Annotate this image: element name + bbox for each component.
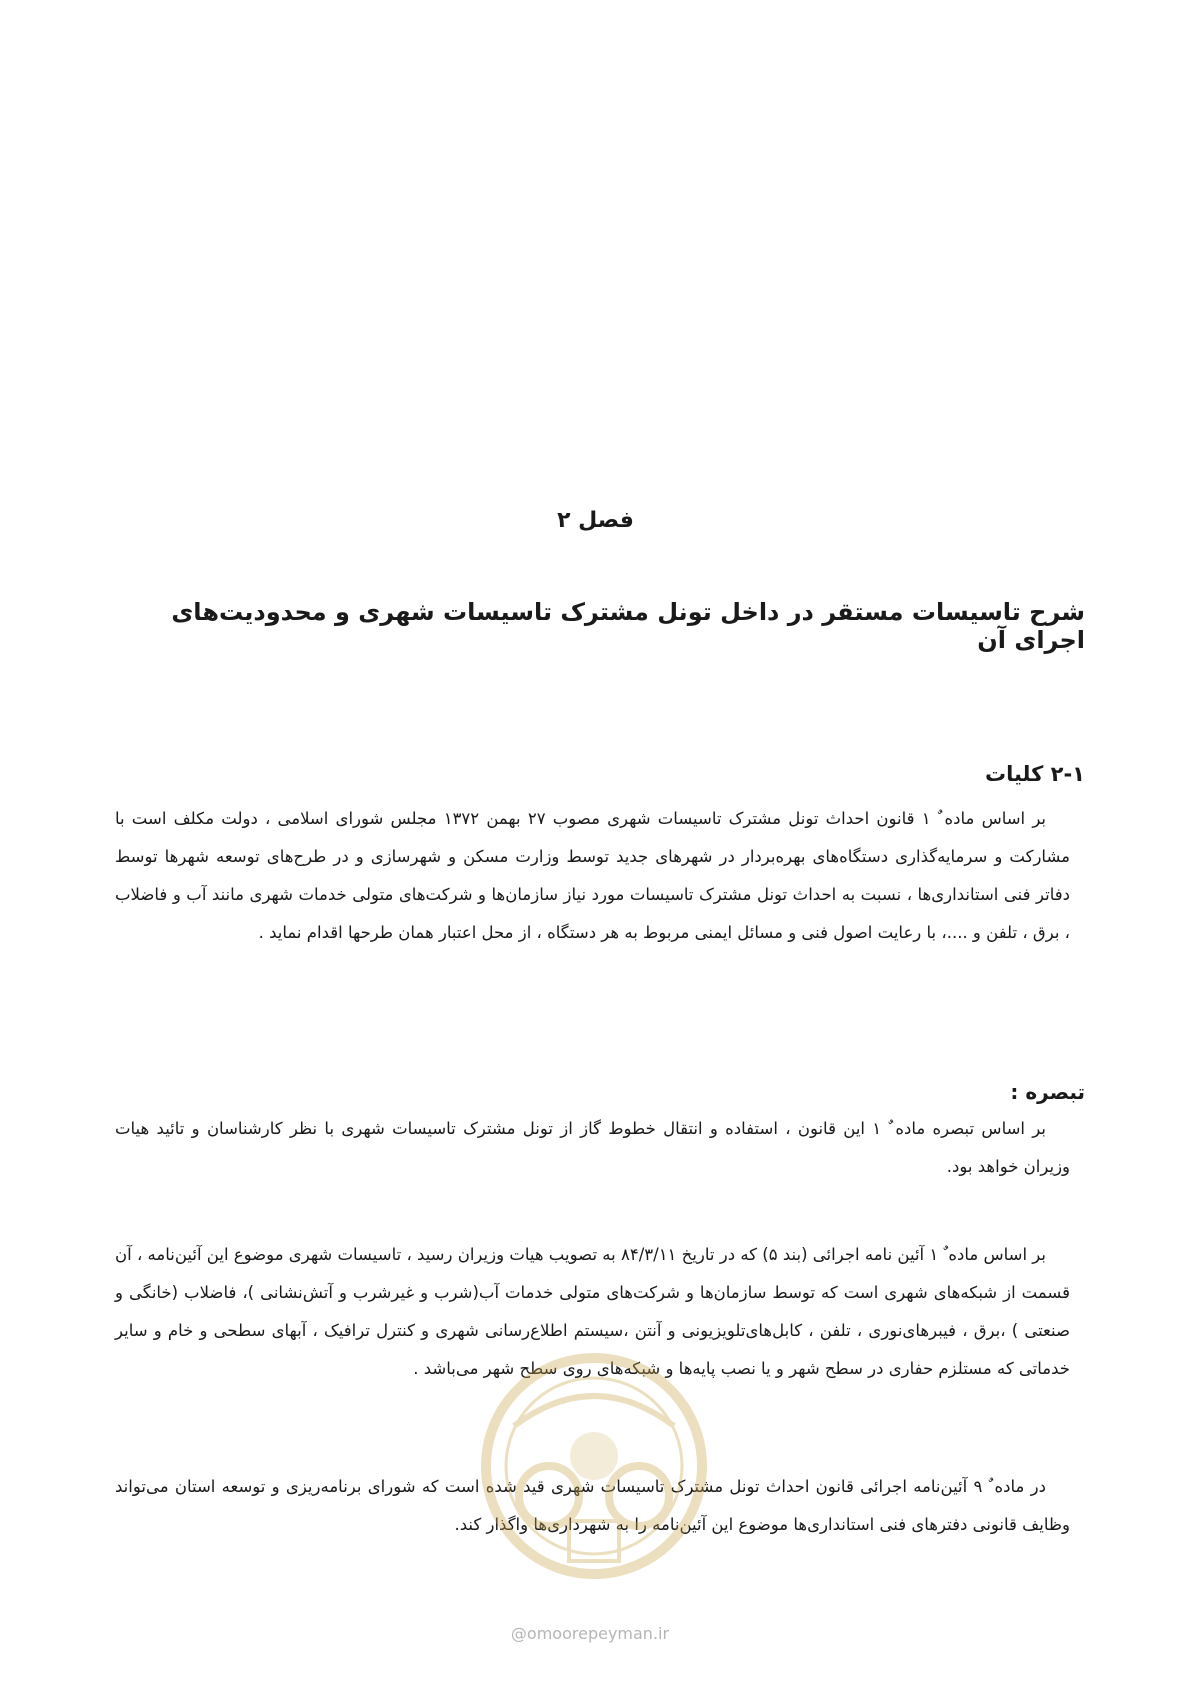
paragraph-note [115,1110,1070,1186]
note-heading: تبصره : [1010,1080,1085,1104]
paragraph-text: بر اساس ماده ٌ ۱ قانون احداث تونل مشترک تاسیسات شهری مصوب ۲۷ بهمن ۱۳۷۲ مجلس شورای اسلامی ، دولت مکلف است با مشارکت و سرمایه‌گذاری دستگاه‌های بهره‌بردار در شهرهای جدید توسط وزارت مسکن و شهرسازی و در طرح‌های توسعه شهرها توسط دفاتر فنی استانداری‌ها ، نسبت به احداث تونل مشترک تاسیسات مورد نیاز سازمان‌ها و شرکت‌های متولی خدمات شهری مانند آب و فاضلاب ، برق ، تلفن و ....، با رعایت اصول فنی و مسائل ایمنی مربوط به هر دستگاه ، از محل اعتبار همان طرحها اقدام نماید . [115,809,1070,942]
section-heading: ۲-۱ کلیات [984,762,1085,786]
watermark-text: @omoorepeyman.ir [510,1624,670,1643]
paragraph-text: بر اساس تبصره ماده ٌ ۱ این قانون ، استفاده و انتقال خطوط گاز از تونل مشترک تاسیسات شهری با نظر کارشناسان و تائید هیات وزیران خواهد بود. [115,1119,1070,1176]
chapter-title: شرح تاسیسات مستقر در داخل تونل مشترک تاسیسات شهری و محدودیت‌های اجرای آن [171,598,1085,654]
chapter-label: فصل ۲ [557,508,634,533]
watermark-seal-icon [474,1346,714,1596]
paragraph-general [115,800,1070,952]
paragraph-text: در ماده ٌ ۹ آئین‌نامه اجرائی قانون احداث تونل مشترک تاسیسات شهری قید شده است که شورای برنامه‌ریزی و توسعه استان می‌تواند وظایف قانونی دفترهای فنی استانداری‌ها موضوع این آئین‌نامه را به شهرداری‌ها واگذار کند. [115,1477,1070,1534]
paragraph-text: بر اساس ماده ٌ ۱ آئین نامه اجرائی (بند ۵) که در تاریخ ۸۴/۳/۱۱ به تصویب هیات وزیران رسید ، تاسیسات شهری موضوع این آئین‌نامه ، آن قسمت از شبکه‌های شهری است که توسط سازمان‌ها و شرکت‌های متولی خدمات آب(شرب و غیرشرب و آتش‌نشانی )، فاضلاب (خانگی و صنعتی ) ،برق ، فیبرهای‌نوری ، تلفن ، کابل‌های‌تلویزیونی و آنتن ،سیستم اطلاع‌رسانی شهری و کنترل ترافیک ، آبهای سطحی و خام و سایر خدماتی که مستلزم حفاری در سطح شهر و یا نصب پایه‌ها و شبکه‌های روی سطح شهر می‌باشد . [115,1245,1070,1378]
